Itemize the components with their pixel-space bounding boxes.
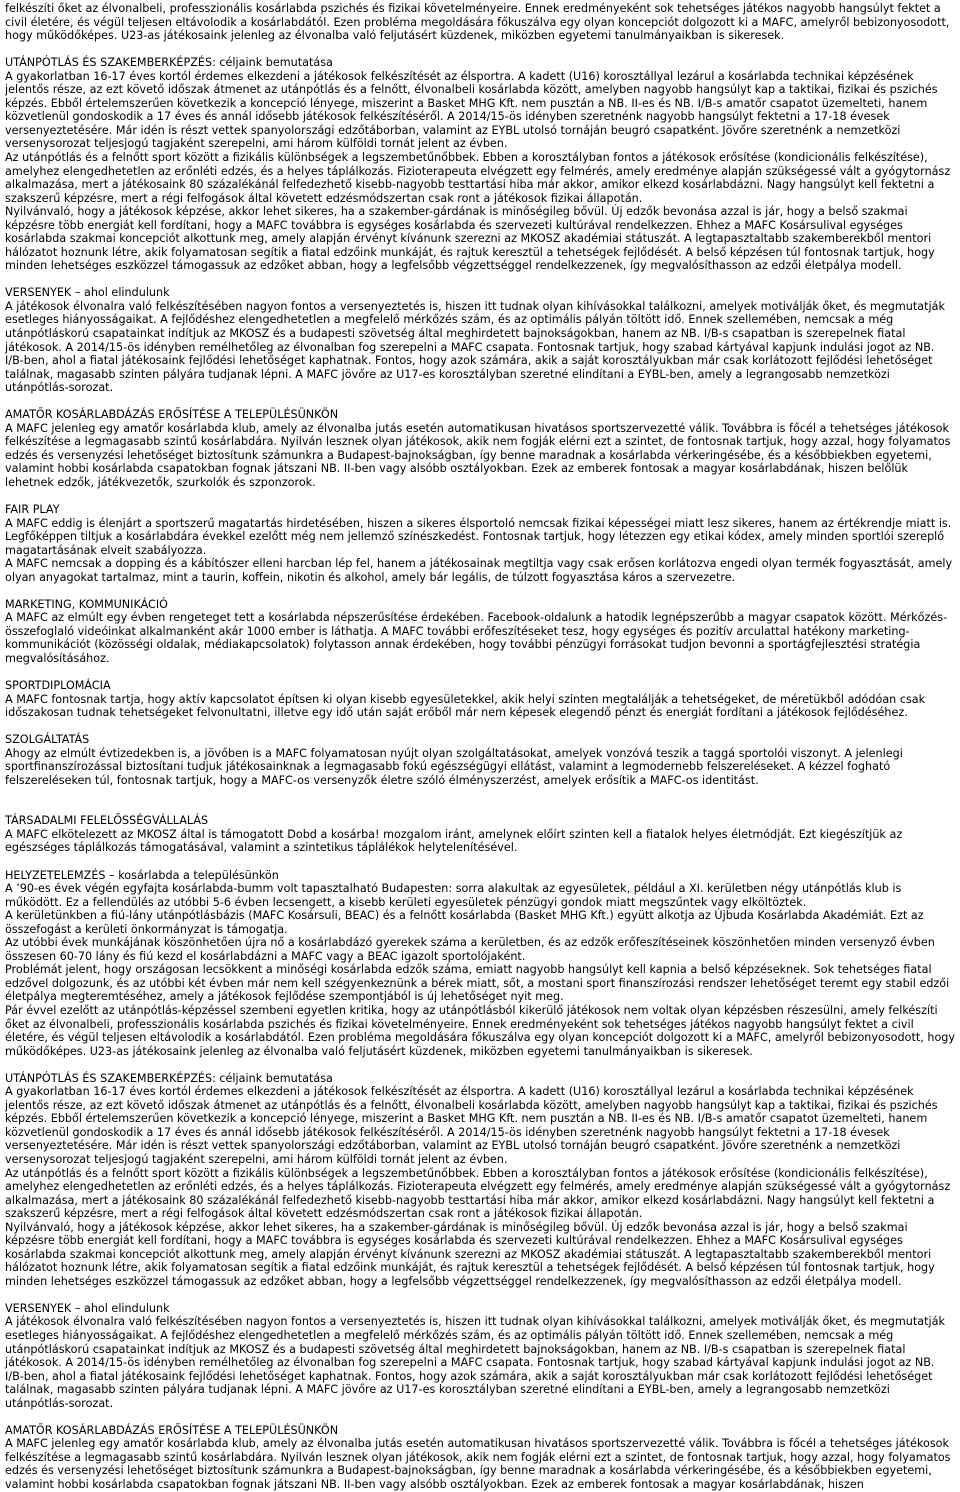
section-competitions xyxy=(5,286,955,394)
section-youth-training-repeat xyxy=(5,1072,955,1289)
section-sport-diplomacy xyxy=(5,679,955,720)
section-heading: MARKETING, KOMMUNIKÁCIÓ xyxy=(5,597,168,611)
paragraph: A MAFC fontosnak tartja, hogy aktív kapcsolatot építsen ki olyan kisebb egyesületekkel, akik helyi szinten megtalálják a tehetségeket, de méretükből adódóan csak időszakosan tudnak tehetségeket felvonultatni, illetve egy idő után saját erőből már nem képesek elegendő pénzt és energiát fordítani a játékosok fejlődéséhez. xyxy=(5,692,926,720)
section-heading: UTÁNPÓTLÁS ÉS SZAKEMBERKÉPZÉS: céljaink bemutatása xyxy=(5,56,333,70)
paragraph: Az utóbbi évek munkájának köszönhetően újra nő a kosárlabdázó gyerekek száma a kerületben, és az edzők erőfeszítéseinek köszönhetően minden versenyző évben összesen 60-70 lány és fiú kezd el kosárlabdázni a MAFC vagy a BEAC igazolt sportolójaként. xyxy=(5,936,935,963)
paragraph: A MAFC eddig is élenjárt a sportszerű magatartás hirdetésében, hiszen a sikeres élsportoló nemcsak fizikai képességei miatt lesz sikeres, hanem az értékrendje miatt is. Legfőképpen tiltjuk a kosárlabdára évekkel ezelőtt még nem jellemző színészkedést. Fontosnak tartjuk, hogy létezzen egy etikai kódex, amely minden sportlói szereplő magatartásának elveit szabályozza. xyxy=(5,516,952,557)
section-heading: UTÁNPÓTLÁS ÉS SZAKEMBERKÉPZÉS: céljaink bemutatása xyxy=(5,1071,333,1085)
section-competitions-repeat xyxy=(5,1302,955,1410)
paragraph: A játékosok élvonalra való felkészítésében nagyon fontos a versenyeztetés is, hiszen itt tudnak olyan kihívásokkal találkozni, amelyek motiválják őket, és megmutatják esetleges hiányosságaikat. A fejlődéshez elengedhetetlen a megfelelő mérkőzés szám, és az optimális pályán töltött idő. Ennek szellemében, nemcsak a még utánpótláskorú csapatainkat indítjuk az MKOSZ és a budapesti szövetség által meghirdetett bajnokságokban, hanem az NB. I/B-s csapatban is szerepelnek fiatal játékosok. A 2014/15-ös idényben remélhetőleg az élvonalban fog szerepelni a MAFC csapata. Fontosnak tartjuk, hogy szabad kártyával kapjunk indulási jogot az NB. I/B-ben, ahol a fiatal játékosaink fejlődési lehetőséget kaphatnak. Fontos, hogy azok számára, akik a saját korosztályukban már csak korlátozott fejlődési lehetőséget találnak, magasabb szinten pályára tudjanak lépni. A MAFC jövőre az U17-es korosztályban szeretné elindítani a EYBL-ben, amely a legrangosabb nemzetközi utánpótlás-sorozat. xyxy=(5,299,945,395)
paragraph: Az utánpótlás és a felnőtt sport között a fizikális különbségek a legszembetűnőbbek. Ebben a korosztályban fontos a játékosok erősítése (kondicionális felkészítése), amelyhez elengedhetetlen az erőnléti edzés, és a helyes táplálkozás. Fizioterapeuta elvégzett egy felmérés, amely eredménye alapján szükségessé vált a gyógytornász alkalmazása, mert a játékosaink 80 százalékánál felfedezhető kisebb-nagyobb testtartási hiba már akkor, amikor elkezd kosárlabdázni. Nagy hangsúlyt kell fektetni a szakszerű képzésre, mert a régi felfogások által követett edzésmódszertan csak ront a játékosok fizikai állapotán. xyxy=(5,150,951,205)
section-social-responsibility xyxy=(5,814,955,855)
paragraph: Pár évvel ezelőtt az utánpótlás-képzéssel szembeni egyetlen kritika, hogy az utánpótlásból kikerülő játékosok nem voltak olyan képzésben részesülni, amely felkészíti őket az élvonalbeli, professzionális kosárlabda pszichés és fizikai követelményeire. Ennek eredményeként sok tehetséges játékos nagyobb hangsúlyt fektet a civil életére, és végül teljesen eltávolodik a kosárlabdától. Ezen probléma megoldására főkuszálva egy olyan koncepciót dolgozott ki a MAFC, amelyről bebizonyosodott, hogy működőképes. U23-as játékosaink jelenleg az élvonalba való feljutásért küzdenek, miközben egyetemi tanulmányaikban is sikeresek. xyxy=(5,1004,956,1058)
paragraph: A MAFC jelenleg egy amatőr kosárlabda klub, amely az élvonalba jutás esetén automatikusan hivatásos sportszervezetté válik. Továbbra is főcél a tehetséges játékosok felkészítése a legmagasabb szintű kosárlabdára. Nyilván lesznek olyan játékosok, akik nem fogják elérni ezt a szintet, de fontosnak tartjuk, hogy azzal, hogy folyamatos edzés és versenyzési lehetőséget biztosítunk számunkra a Budapest-bajnokságban, így benne maradnak a kosárlabda vérkeringésébe, és a későbbiekben egyetemi, valamint hobbi kosárlabda csapatokban fognak játszani NB. II-ben vagy alsóbb osztályokban. Ezek az emberek fontosak a magyar kosárlabdának, hiszen belőlük lehetnek edzők, játékvezetők, szurkolók és szponzorok. xyxy=(5,421,951,489)
section-heading: SPORTDIPLOMÁCIA xyxy=(5,679,111,693)
section-heading: SZOLGÁLTATÁS xyxy=(5,733,90,747)
section-youth-training xyxy=(5,56,955,273)
paragraph: A MAFC jelenleg egy amatőr kosárlabda klub, amely az élvonalba jutás esetén automatikusan hivatásos sportszervezetté válik. Továbbra is főcél a tehetséges játékosok felkészítése a legmagasabb szintű kosárlabdára. Nyilván lesznek olyan játékosok, akik nem fogják elérni ezt a szintet, de fontosnak tartjuk, hogy azzal, hogy folyamatos edzés és versenyzési lehetőséget biztosítunk számunkra a Budapest-bajnokságban, így benne maradnak a kosárlabda vérkeringésébe, és a későbbiekben egyetemi, valamint hobbi kosárlabda csapatokban fognak játszani NB. II-ben vagy alsóbb osztályokban. Ezek az emberek fontosak a magyar kosárlabdának, hiszen xyxy=(5,1437,951,1491)
section-fair-play xyxy=(5,503,955,584)
paragraph: A ’90-es évek végén egyfajta kosárlabda-bumm volt tapasztalható Budapesten: sorra alakultak az egyesületek, például a XI. kerületben négy utánpótlás klub is működött. Ez a fellendülés az utóbbi 5-6 évben lecsengett, a kisebb kerületi egyesületek pénzügyi gondok miatt megszűntek vagy elköltöztek. xyxy=(5,882,902,909)
section-heading: VERSENYEK – ahol elindulunk xyxy=(5,1301,170,1315)
paragraph: A kerületünkben a fiú-lány utánpótlásbázis (MAFC Kosársuli, BEAC) és a felnőtt kosárlabda (Basket MHG Kft.) együtt alkotja az Újbuda Kosárlabda Akadémiát. Ezt az összefogást a kerületi önkormányzat is támogatja. xyxy=(5,909,924,936)
paragraph: A MAFC elkötelezett az MKOSZ által is támogatott Dobd a kosárba! mozgalom iránt, amelynek előírt szinten kell a fiatalok helyes életmódját. Ezt kiegészítjük az egészséges táplálkozás támogatásával, valamint a szintetikus táplálékok helytelenítésével. xyxy=(5,827,903,855)
section-amateur-basketball-repeat xyxy=(5,1424,955,1492)
paragraph: Nyilvánvaló, hogy a játékosok képzése, akkor lehet sikeres, ha a szakember-gárdának is minőségileg bővül. Új edzők bevonása azzal is jár, hogy a belső szakmai képzésre több energiát kell fordítani, hogy a MAFC továbbra is egységes kosárlabda és szervezeti kultúrával rendelkezzen. Ehhez a MAFC Kosársulival egységes kosárlabda szakmai koncepciót alkottunk meg, amely alapján érvényt kívánunk szerezni az MKOSZ akadémiai státuszát. A legtapasztaltabb szakemberekből mentori hálózatot hoznunk létre, akik folyamatosan segítik a fiatal edzőink munkáját, és rajtuk keresztül a tehetségek fejlődését. A belső képzésen túl fontosnak tartjuk, hogy minden lehetséges eszközzel támogassuk az edzőket abban, hogy a legfelsőbb végzettséggel rendelkezzenek, így megvalósíthasson az edzői életpálya modell. xyxy=(5,205,935,273)
paragraph: Ahogy az elmúlt évtizedekben is, a jövőben is a MAFC folyamatosan nyújt olyan szolgáltatásokat, amelyek vonzóvá teszik a taggá sportolói viszonyt. A jelenlegi sportfinanszírozással biztosítani tudjuk játékosainknak a legmagasabb fokú egészségügyi ellátást, valamint a legmodernebb felszereléseket. A kézzel fogható felszereléseken túl, fontosnak tartjuk, hogy a MAFC-os versenyzők életre szóló élményszerzést, amelyek erősítik a MAFC-os identitást. xyxy=(5,746,903,787)
paragraph: A MAFC az elmúlt egy évben rengeteget tett a kosárlabda népszerűsítése érdekében. Facebook-oldalunk a hatodik legnépszerűbb a magyar csapatok között. Mérkőzés-összefoglaló videóinkat alkalmanként akár 1000 ember is láthatja. A MAFC további erőfeszítéseket tesz, hogy egységes és pozitív arculattal hatékony marketing-kommunikációt (közösségi oldalak, médiakapcsolatok) folytasson annak érdekében, hogy további pénzügyi forrásokat tudjon bevonni a sportágfejlesztési stratégia megvalósításához. xyxy=(5,611,948,666)
paragraph: Problémát jelent, hogy országosan lecsökkent a minőségi kosárlabda edzők száma, emiatt nagyobb hangsúlyt kell kapnia a belső képzéseknek. Sok tehetséges fiatal edzővel dolgozunk, és az utóbbi két évben már nem kell szégyenkeznünk a bérek miatt, sőt, a mostani sport finanszírozási rendszer lehetőséget teremt egy stabil edzői életpálya megteremtéséhez, amely a játékosok fejlődése szempontjából is új lehetőséget nyit meg. xyxy=(5,963,950,1004)
section-marketing xyxy=(5,598,955,666)
paragraph: A gyakorlatban 16-17 éves kortól érdemes elkezdeni a játékosok felkészítését az élsportra. A kadett (U16) korosztállyal lezárul a kosárlabda technikai képzésének jelentős része, az ezt követő időszak átmenet az utánpótlás és a felnőtt, élvonalbeli kosárlabda között, amelyben nagyobb hangsúlyt kap a taktikai, fizikai és pszichés képzés. Ebből értelemszerűen következik a koncepció lényege, miszerint a Basket MHG Kft. nem pusztán a NB. II-es és NB. I/B-s amatőr csapatot üzemelteti, hanem közvetlenül gondoskodik a 17 éves és annál idősebb játékosok felkészítéséről. A 2014/15-ös idényben szeretnénk nagyobb hangsúlyt fektetni a 17-18 évesek versenyeztetésére. Már idén is részt vettek spanyolországi edzőtáborban, valamint az EYBL utolsó tornáján beugró csapatként. Jövőre szeretnénk a nemzetközi versenysorozat teljesjogú tagjaként szerepelni, ami három külföldi tornát jelent az évben. xyxy=(5,69,938,151)
section-intro-continuation xyxy=(5,2,955,43)
paragraph: A MAFC nemcsak a dopping és a kábítószer elleni harcban lép fel, hanem a játékosainak megtiltja vagy csak erősen korlátozva engedi olyan termék fogyasztását, amely olyan anyagokat tartalmaz, mint a taurin, koffein, nikotin és alkohol, amely bár legális, de túlzott fogyasztása káros a szervezetre. xyxy=(5,557,953,584)
paragraph: A játékosok élvonalra való felkészítésében nagyon fontos a versenyeztetés is, hiszen itt tudnak olyan kihívásokkal találkozni, amelyek motiválják őket, és megmutatják esetleges hiányosságaikat. A fejlődéshez elengedhetetlen a megfelelő mérkőzés szám, és az optimális pályán töltött idő. Ennek szellemében, nemcsak a még utánpótláskorú csapatainkat indítjuk az MKOSZ és a budapesti szövetség által meghirdetett bajnokságokban, hanem az NB. I/B-s csapatban is szerepelnek fiatal játékosok. A 2014/15-ös idényben remélhetőleg az élvonalban fog szerepelni a MAFC csapata. Fontosnak tartjuk, hogy szabad kártyával kapjunk indulási jogot az NB. I/B-ben, ahol a fiatal játékosaink fejlődési lehetőséget kaphatnak. Fontos, hogy azok számára, akik a saját korosztályukban már csak korlátozott fejlődési lehetőséget találnak, magasabb szinten pályára tudjanak lépni. A MAFC jövőre az U17-es korosztályban szeretné elindítani a EYBL-ben, amely a legrangosabb nemzetközi utánpótlás-sorozat. xyxy=(5,1315,945,1410)
paragraph: Az utánpótlás és a felnőtt sport között a fizikális különbségek a legszembetűnőbbek. Ebben a korosztályban fontos a játékosok erősítése (kondicionális felkészítése), amelyhez elengedhetetlen az erőnléti edzés, és a helyes táplálkozás. Fizioterapeuta elvégzett egy felmérés, amely eredménye alapján szükségessé vált a gyógytornász alkalmazása, mert a játékosaink 80 százalékánál felfedezhető kisebb-nagyobb testtartási hiba már akkor, amikor elkezd kosárlabdázni. Nagy hangsúlyt kell fektetni a szakszerű képzésre, mert a régi felfogások által követett edzésmódszertan csak ront a játékosok fizikai állapotán. xyxy=(5,1166,951,1221)
section-heading: HELYZETELEMZÉS – kosárlabda a településünkön xyxy=(5,868,279,882)
section-heading: VERSENYEK – ahol elindulunk xyxy=(5,286,170,300)
section-heading: FAIR PLAY xyxy=(5,503,60,517)
paragraph: Nyilvánvaló, hogy a játékosok képzése, akkor lehet sikeres, ha a szakember-gárdának is minőségileg bővül. Új edzők bevonása azzal is jár, hogy a belső szakmai képzésre több energiát kell fordítani, hogy a MAFC továbbra is egységes kosárlabda és szervezeti kultúrával rendelkezzen. Ehhez a MAFC Kosársulival egységes kosárlabda szakmai koncepciót alkottunk meg, amely alapján érvényt kívánunk szerezni az MKOSZ akadémiai státuszát. A legtapasztaltabb szakemberekből mentori hálózatot hoznunk létre, akik folyamatosan segítik a fiatal edzőink munkáját, és rajtuk keresztül a tehetségek fejlődését. A belső képzésen túl fontosnak tartjuk, hogy minden lehetséges eszközzel támogassuk az edzőket abban, hogy a legfelsőbb végzettséggel rendelkezzenek, így megvalósíthasson az edzői életpálya modell. xyxy=(5,1220,935,1288)
section-services xyxy=(5,733,955,787)
section-heading: TÁRSADALMI FELELŐSSÉGVÁLLALÁS xyxy=(5,814,209,828)
paragraph: A gyakorlatban 16-17 éves kortól érdemes elkezdeni a játékosok felkészítését az élsportra. A kadett (U16) korosztállyal lezárul a kosárlabda technikai képzésének jelentős része, az ezt követő időszak átmenet az utánpótlás és a felnőtt, élvonalbeli kosárlabda között, amelyben nagyobb hangsúlyt kap a taktikai, fizikai és pszichés képzés. Ebből értelemszerűen következik a koncepció lényege, miszerint a Basket MHG Kft. nem pusztán a NB. II-es és NB. I/B-s amatőr csapatot üzemelteti, hanem közvetlenül gondoskodik a 17 éves és annál idősebb játékosok felkészítéséről. A 2014/15-ös idényben szeretnénk nagyobb hangsúlyt fektetni a 17-18 évesek versenyeztetésére. Már idén is részt vettek spanyolországi edzőtáborban, valamint az EYBL utolsó tornáján beugró csapatként. Jövőre szeretnénk a nemzetközi versenysorozat teljesjogú tagjaként szerepelni, ami három külföldi tornát jelent az évben. xyxy=(5,1085,938,1166)
paragraph: felkészíti őket az élvonalbeli, professzionális kosárlabda pszichés és fizikai követelményeire. Ennek eredményeként sok tehetséges játékos nagyobb hangsúlyt fektet a civil életére, és végül teljesen eltávolodik a kosárlabdától. Ezen probléma megoldására főkuszálva egy olyan koncepciót dolgozott ki a MAFC, amelyről bebizonyosodott, hogy működőképes. U23-as játékosaink jelenleg az élvonalba való feljutásért küzdenek, miközben egyetemi tanulmányaikban is sikeresek. xyxy=(5,2,950,43)
section-heading: AMATŐR KOSÁRLABDÁZÁS ERŐSÍTÉSE A TELEPÜLÉSÜNKÖN xyxy=(5,408,339,422)
section-amateur-basketball xyxy=(5,408,955,489)
section-situation-analysis xyxy=(5,869,955,1059)
section-heading: AMATŐR KOSÁRLABDÁZÁS ERŐSÍTÉSE A TELEPÜLÉSÜNKÖN xyxy=(5,1423,339,1437)
